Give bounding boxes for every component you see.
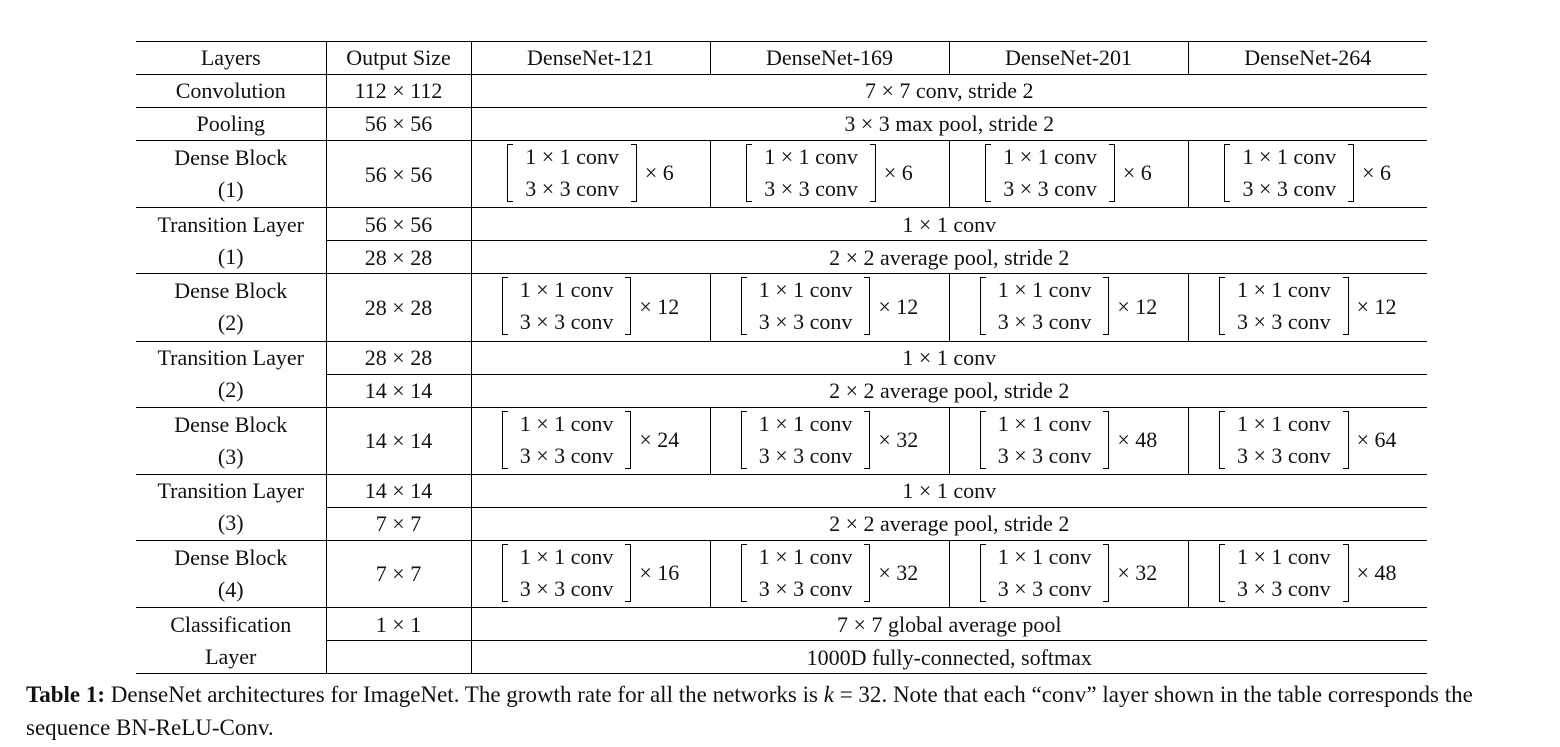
bottleneck-top: 1 × 1 conv <box>1242 144 1337 169</box>
dense-block-row <box>136 141 1427 208</box>
layer-name <box>136 407 326 474</box>
bottleneck-bottom: 3 × 3 conv <box>758 309 853 335</box>
bottleneck-bottom: 3 × 3 conv <box>758 442 853 468</box>
output-size: 28 × 28 <box>326 241 471 274</box>
repeat-multiplier: × 12 <box>639 293 680 319</box>
repeat-multiplier: × 24 <box>639 426 680 452</box>
bottleneck-bottom: 3 × 3 conv <box>525 176 619 201</box>
output-size <box>326 641 471 674</box>
layer-name-line2: (4) <box>217 577 244 603</box>
dense-block-cell <box>949 141 1188 208</box>
table-caption <box>26 678 1556 744</box>
layer-name-line1: Dense Block <box>174 411 288 437</box>
layer-name-line1: Transition Layer <box>157 478 304 504</box>
repeat-multiplier: × 6 <box>1362 160 1392 186</box>
layer-name-line2: (3) <box>217 443 244 469</box>
repeat-multiplier: × 12 <box>1117 293 1158 319</box>
layer-name-line2: (3) <box>217 510 244 536</box>
output-size: 28 × 28 <box>326 274 471 341</box>
dense-block-cell <box>1188 274 1427 341</box>
layer-name-line1: Transition Layer <box>157 345 304 371</box>
output-size: 14 × 14 <box>326 374 471 407</box>
bottleneck-top: 1 × 1 conv <box>758 543 853 569</box>
dense-block-cell <box>949 407 1188 474</box>
bottleneck-top: 1 × 1 conv <box>997 543 1092 569</box>
bottleneck-top: 1 × 1 conv <box>1003 144 1097 169</box>
transition-row-pool <box>136 374 1427 407</box>
output-size: 14 × 14 <box>326 474 471 507</box>
layer-spec: 2 × 2 average pool, stride 2 <box>471 241 1427 274</box>
dense-block-cell <box>471 141 710 208</box>
bottleneck-bottom: 3 × 3 conv <box>519 575 614 601</box>
dense-block-cell <box>710 540 949 607</box>
densenet-architecture-table <box>136 41 1427 674</box>
right-bracket <box>864 277 870 335</box>
layer-spec: 1000D fully-connected, softmax <box>471 641 1427 674</box>
output-size: 1 × 1 <box>326 608 471 641</box>
classification-row-fc <box>136 641 1427 674</box>
dense-block-cell <box>710 407 949 474</box>
right-bracket <box>1103 411 1109 469</box>
dense-block-cell <box>710 141 949 208</box>
right-bracket <box>1348 144 1354 202</box>
bottleneck-top: 1 × 1 conv <box>997 410 1092 436</box>
header-cell: DenseNet-169 <box>710 42 949 75</box>
layer-name-line1: Transition Layer <box>157 211 304 237</box>
pooling-row <box>136 108 1427 141</box>
caption-text-after: . Note that each “conv” layer shown in the table corresponds the sequence BN-ReLU-Conv. <box>26 682 1473 740</box>
bottleneck-top: 1 × 1 conv <box>997 277 1092 303</box>
header-cell: DenseNet-264 <box>1188 42 1427 75</box>
caption-label: Table 1: <box>26 682 106 707</box>
right-bracket <box>1343 277 1349 335</box>
bottleneck-bottom: 3 × 3 conv <box>519 442 614 468</box>
header-cell: DenseNet-201 <box>949 42 1188 75</box>
transition-row-pool <box>136 241 1427 274</box>
layer-name-line2: (1) <box>217 243 244 269</box>
right-bracket <box>625 411 631 469</box>
dense-block-cell <box>471 407 710 474</box>
dense-block-cell <box>949 274 1188 341</box>
dense-block-row <box>136 274 1427 341</box>
layer-name-line2: Layer <box>205 643 257 669</box>
layer-name: Convolution <box>136 75 326 108</box>
caption-variable: k <box>823 682 834 707</box>
dense-block-row <box>136 407 1427 474</box>
layer-name <box>136 274 326 341</box>
repeat-multiplier: × 48 <box>1117 426 1158 452</box>
layer-name <box>136 341 326 407</box>
caption-equation: = 32 <box>833 682 882 707</box>
header-cell: Output Size <box>326 42 471 75</box>
bottleneck-bottom: 3 × 3 conv <box>764 176 858 201</box>
repeat-multiplier: × 32 <box>878 426 919 452</box>
bottleneck-top: 1 × 1 conv <box>758 277 853 303</box>
transition-row-pool <box>136 507 1427 540</box>
layer-spec: 7 × 7 conv, stride 2 <box>471 75 1427 108</box>
right-bracket <box>625 544 631 602</box>
bottleneck-bottom: 3 × 3 conv <box>1236 442 1331 468</box>
output-size: 112 × 112 <box>326 75 471 108</box>
transition-row-conv <box>136 341 1427 374</box>
bottleneck-top: 1 × 1 conv <box>1236 410 1331 436</box>
header-cell: DenseNet-121 <box>471 42 710 75</box>
dense-block-cell <box>710 274 949 341</box>
bottleneck-top: 1 × 1 conv <box>758 410 853 436</box>
repeat-multiplier: × 6 <box>883 160 913 186</box>
bottleneck-bottom: 3 × 3 conv <box>997 309 1092 335</box>
bottleneck-bottom: 3 × 3 conv <box>1236 575 1331 601</box>
layer-spec: 1 × 1 conv <box>471 208 1427 241</box>
repeat-multiplier: × 16 <box>639 560 680 586</box>
transition-row-conv <box>136 474 1427 507</box>
bottleneck-top: 1 × 1 conv <box>525 144 619 169</box>
layer-name <box>136 141 326 208</box>
repeat-multiplier: × 12 <box>878 293 919 319</box>
layer-name-line1: Classification <box>170 611 292 637</box>
layer-name-line1: Dense Block <box>174 145 288 171</box>
convolution-row <box>136 75 1427 108</box>
caption-text-before: DenseNet architectures for ImageNet. The growth rate for all the networks is <box>110 682 818 707</box>
header-row <box>136 42 1427 75</box>
bottleneck-bottom: 3 × 3 conv <box>997 575 1092 601</box>
repeat-multiplier: × 6 <box>644 160 674 186</box>
repeat-multiplier: × 32 <box>878 560 919 586</box>
repeat-multiplier: × 32 <box>1117 560 1158 586</box>
repeat-multiplier: × 64 <box>1356 426 1397 452</box>
repeat-multiplier: × 6 <box>1122 160 1152 186</box>
right-bracket <box>1103 544 1109 602</box>
layer-spec: 1 × 1 conv <box>471 474 1427 507</box>
bottleneck-top: 1 × 1 conv <box>1236 277 1331 303</box>
layer-spec: 2 × 2 average pool, stride 2 <box>471 374 1427 407</box>
classification-row <box>136 608 1427 641</box>
dense-block-cell <box>471 274 710 341</box>
right-bracket <box>870 144 876 202</box>
layer-name <box>136 540 326 607</box>
right-bracket <box>1103 277 1109 335</box>
bottleneck-top: 1 × 1 conv <box>1236 543 1331 569</box>
right-bracket <box>631 144 637 202</box>
output-size: 28 × 28 <box>326 341 471 374</box>
layer-name-line1: Dense Block <box>174 545 288 571</box>
dense-block-cell <box>1188 141 1427 208</box>
bottleneck-bottom: 3 × 3 conv <box>519 309 614 335</box>
dense-block-row <box>136 540 1427 607</box>
output-size: 7 × 7 <box>326 507 471 540</box>
right-bracket <box>1343 544 1349 602</box>
layer-name-line2: (2) <box>217 377 244 403</box>
right-bracket <box>625 277 631 335</box>
bottleneck-bottom: 3 × 3 conv <box>1003 176 1097 201</box>
right-bracket <box>864 411 870 469</box>
bottleneck-bottom: 3 × 3 conv <box>758 575 853 601</box>
bottleneck-top: 1 × 1 conv <box>519 410 614 436</box>
layer-name-line1: Dense Block <box>174 278 288 304</box>
repeat-multiplier: × 12 <box>1356 293 1397 319</box>
bottleneck-bottom: 3 × 3 conv <box>1242 176 1337 201</box>
output-size: 56 × 56 <box>326 108 471 141</box>
layer-name: Pooling <box>136 108 326 141</box>
repeat-multiplier: × 48 <box>1356 560 1397 586</box>
dense-block-cell <box>1188 407 1427 474</box>
layer-spec: 7 × 7 global average pool <box>471 608 1427 641</box>
output-size: 56 × 56 <box>326 208 471 241</box>
output-size: 7 × 7 <box>326 540 471 607</box>
layer-name <box>136 208 326 274</box>
layer-spec: 1 × 1 conv <box>471 341 1427 374</box>
right-bracket <box>864 544 870 602</box>
layer-spec: 3 × 3 max pool, stride 2 <box>471 108 1427 141</box>
bottleneck-top: 1 × 1 conv <box>519 543 614 569</box>
right-bracket <box>1109 144 1115 202</box>
transition-row-conv <box>136 208 1427 241</box>
bottleneck-bottom: 3 × 3 conv <box>997 442 1092 468</box>
output-size: 14 × 14 <box>326 407 471 474</box>
layer-name-line2: (2) <box>217 310 244 336</box>
dense-block-cell <box>1188 540 1427 607</box>
layer-name <box>136 474 326 540</box>
output-size: 56 × 56 <box>326 141 471 208</box>
header-cell: Layers <box>136 42 326 75</box>
bottleneck-top: 1 × 1 conv <box>519 277 614 303</box>
bottleneck-top: 1 × 1 conv <box>764 144 858 169</box>
right-bracket <box>1343 411 1349 469</box>
layer-name-line2: (1) <box>217 177 244 203</box>
bottleneck-bottom: 3 × 3 conv <box>1236 309 1331 335</box>
dense-block-cell <box>949 540 1188 607</box>
dense-block-cell <box>471 540 710 607</box>
layer-name <box>136 608 326 674</box>
layer-spec: 2 × 2 average pool, stride 2 <box>471 507 1427 540</box>
